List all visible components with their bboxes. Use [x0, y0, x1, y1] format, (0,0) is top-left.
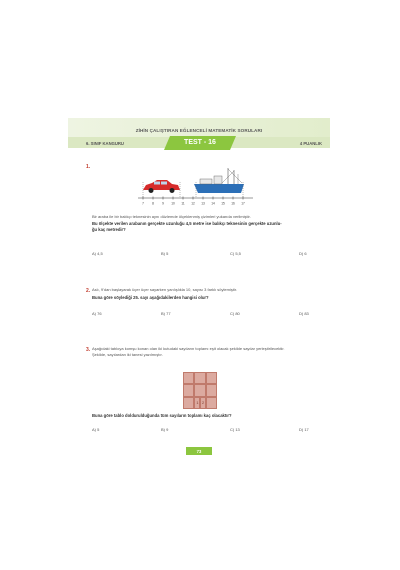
- question-2-number: 2.: [86, 288, 91, 294]
- fishing-boat-image: [194, 168, 244, 193]
- grid-cell: [194, 372, 205, 384]
- grid-cell: [183, 397, 194, 409]
- q2-option-d[interactable]: D) 83: [299, 311, 309, 316]
- q1-option-a[interactable]: A) 4,5: [92, 251, 103, 256]
- tick-label: 11: [181, 201, 185, 206]
- grid-cell: [206, 397, 217, 409]
- q3-option-d[interactable]: D) 17: [299, 427, 309, 432]
- page-number: 73: [196, 448, 202, 454]
- car-image: [143, 180, 180, 193]
- tick-label: 8: [152, 201, 154, 206]
- q3-question: Buna göre tablo doldurulduğunda tüm sayıların toplamı kaç olacaktır?: [92, 413, 232, 418]
- points-label: 4 PUANLIK: [299, 140, 322, 146]
- tick-label: 12: [191, 201, 195, 206]
- tick-label: 16: [231, 201, 235, 206]
- q3-text-line-1: Aşağıdaki tabloya komşu konan olan iki kutudaki sayıların toplamı eşit olacak şekilde sayılar yerleştirilecektir.: [92, 346, 285, 351]
- grid-cell: [194, 384, 205, 396]
- q1-question-line-2: ğu kaç metredir?: [92, 227, 126, 232]
- tick-label: 14: [211, 201, 215, 206]
- grid-cell: 1: [194, 397, 200, 409]
- grid-cell: 2: [200, 397, 205, 409]
- grid-cell: [206, 384, 217, 396]
- q1-option-b[interactable]: B) 5: [161, 251, 169, 256]
- q2-question: Buna göre söylediği 25. sayı aşağıdakilerden hangisi olur?: [92, 295, 209, 300]
- q3-option-a[interactable]: A) 5: [92, 427, 100, 432]
- header-title: ZİHİN ÇALIŞTIRAN EĞLENCELİ MATEMATİK SORULARI: [135, 128, 263, 133]
- q1-option-c[interactable]: C) 5,5: [230, 251, 241, 256]
- worksheet-page: [68, 118, 330, 455]
- q2-option-c[interactable]: C) 80: [230, 311, 240, 316]
- tick-label: 15: [221, 201, 225, 206]
- grid-cell: [206, 372, 217, 384]
- tick-label: 13: [201, 201, 205, 206]
- q3-option-b[interactable]: B) 9: [161, 427, 169, 432]
- test-title: TEST - 16: [184, 138, 216, 146]
- question-1-number: 1.: [86, 164, 91, 170]
- q1-text: Bir araba ile bir balıkçı teknesinin aynı düzlemde ölçeklenmiş çizimleri yukarıda verilmiştir.: [92, 214, 251, 219]
- q1-option-d[interactable]: D) 6: [299, 251, 307, 256]
- tick-label: 7: [142, 201, 144, 206]
- q2-text: Aslı, 9'dan başlayarak üçer üçer sayarken yanlışlıkla 10, sayısı 3 farklı söylemiştir.: [92, 287, 238, 292]
- grid-cell: [183, 372, 194, 384]
- q3-option-c[interactable]: C) 13: [230, 427, 240, 432]
- tick-label: 17: [241, 201, 245, 206]
- grade-label: 6. SINIF KANGURU: [86, 140, 124, 146]
- q2-option-b[interactable]: B) 77: [161, 311, 171, 316]
- question-3-number: 3.: [86, 347, 91, 353]
- q2-option-a[interactable]: A) 76: [92, 311, 102, 316]
- tick-label: 10: [171, 201, 175, 206]
- tick-label: 9: [162, 201, 164, 206]
- q1-question-line-1: Bu ölçekte verilen arabanın gerçekte uzunluğu 4,5 metre ise balıkçı teknesinin gerçekte uzunlu-: [92, 221, 282, 226]
- grid-cell: [183, 384, 194, 396]
- number-grid: [183, 372, 219, 411]
- q3-text-line-2: Şekilde, sayılardan iki tanesi yazılmıştır.: [92, 352, 163, 357]
